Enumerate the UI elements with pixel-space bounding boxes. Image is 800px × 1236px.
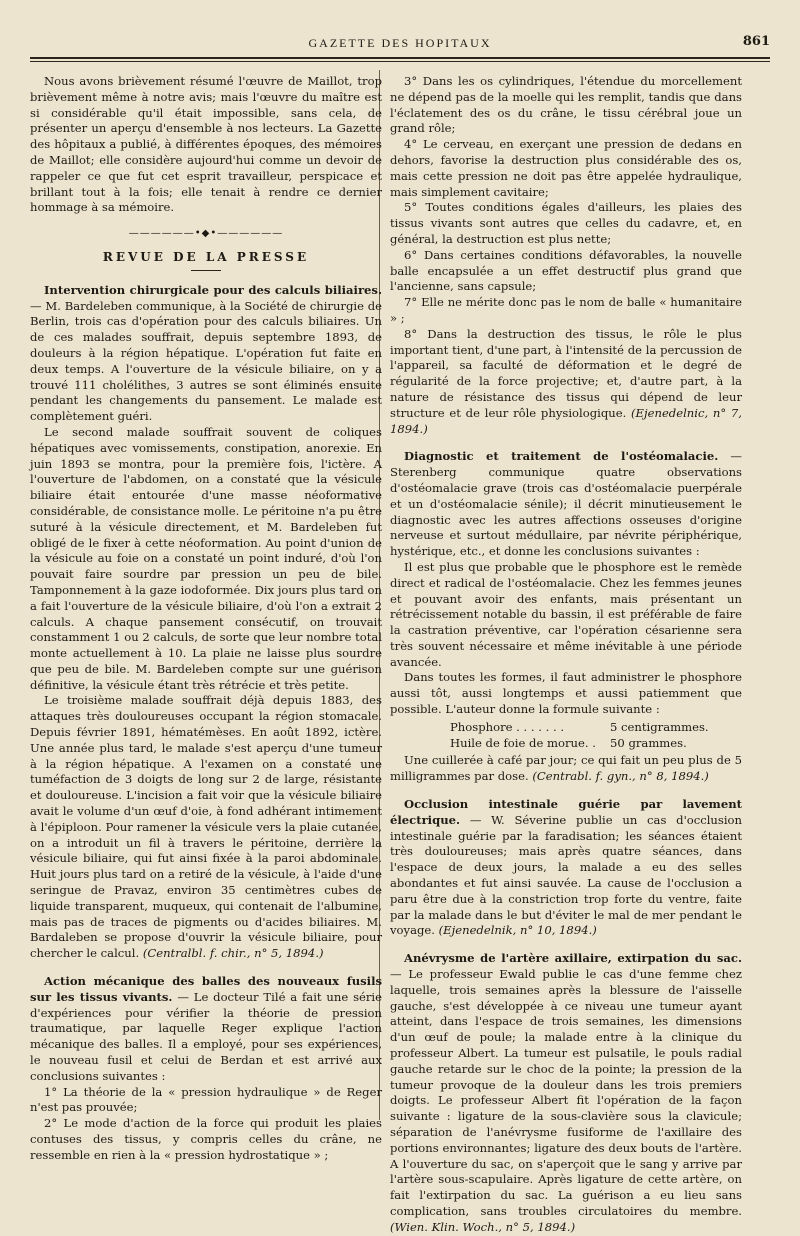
- flourish-divider: ——————•◆•——————: [128, 228, 284, 240]
- article-reference: (Ejenedelnic, n° 7, 1894.): [390, 405, 742, 436]
- left-column: [30, 74, 382, 1164]
- page-number: 861: [742, 34, 770, 49]
- article-paragraph: Il est plus que probable que le phosphore est le remède direct et radical de l'ostéomalacie. Chez les femmes jeunes et pouvant avoir des enfants, mais présentant un rétrécissement notable du bassin, il est préférable de faire la castration préventive, car l'opération césarienne sera très souvent nécessaire et même inévitable à une période avancée.: [390, 559, 742, 669]
- article-biliaires: [30, 283, 382, 962]
- conclusion-point: 1° La théorie de la « pression hydraulique » de Reger n'est pas prouvée;: [30, 1084, 382, 1115]
- article-text: — Le docteur Tilé a fait une série d'expériences pour vérifier la théorie de pression traumatique, par laquelle Reger explique l'action mécanique des balles. Il a employé, pour ses expériences, le nouveau fusil et celui de Berdan et est arrivé aux conclusions suivantes :: [30, 989, 382, 1083]
- article-text: — Le professeur Ewald publie le cas d'une femme chez laquelle, trois semaines après la blessure de l'aisselle gauche, s'est développée à ce niveau une tumeur ayant atteint, dans l'espace de trois semaines, les dimensions d'un œuf de poule; la malade entre à la clinique du professeur Albert. La tumeur est pulsatile, le pouls radial gauche retarde sur le choc de la pointe; la pression de la tumeur provoque de la douleur dans les trois premiers doigts. Le professeur Albert fit l'opération de la façon suivante : ligature de la sous-clavière sous la clavicule; séparation de l'anévrysme fusiforme de l'axillaire des portions environnantes; ligature des deux bouts de l'artère. A l'ouverture du sac, on s'aperçoit que le sang y arrive par l'artère sous-scapulaire. Après ligature de cette artère, on fait l'extirpation du sac. La guérison a eu lieu sans complication, sans troubles circulatoires du membre.: [390, 967, 742, 1218]
- article-text: Une cuillerée à café par jour; ce qui fait un peu plus de 5 milligrammes par dose.: [390, 753, 742, 784]
- section-title: REVUE DE LA PRESSE: [102, 249, 310, 264]
- formula-row: [390, 736, 742, 752]
- article-occlusion: [390, 797, 742, 939]
- conclusion-point: 2° Le mode d'action de la force qui produit les plaies contuses des tissus, y compris celles du crâne, ne ressemble en rien à la « pression hydrostatique » ;: [30, 1116, 382, 1162]
- article-title: Diagnostic et traitement de l'ostéomalacie.: [404, 449, 719, 464]
- conclusion-point: 4° Le cerveau, en exerçant une pression de dedans en dehors, favorise la destruction plus considérable des os, mais cette pression ne doit pas être appelée hydraulique, mais simplement cavitaire;: [390, 137, 742, 199]
- conclusion-point: 5° Toutes conditions égales d'ailleurs, les plaies des tissus vivants sont autres que celles du cadavre, et, en général, la destruction est plus nette;: [390, 200, 742, 246]
- right-column: [390, 74, 742, 1236]
- page-header: [30, 32, 770, 54]
- article-reference: (Wien. Klin. Woch., n° 5, 1894.): [390, 1219, 576, 1234]
- article-text: — M. Bardeleben communique, à la Société de chirurgie de Berlin, trois cas d'opération pour des calculs biliaires. Un de ces malades souffrait, depuis septembre 1893, de douleurs à la région hépatique. L'opération fut faite en deux temps. A l'ouverture de la vésicule biliaire, on y a trouvé 111 cholélithes, 3 autres se sont éliminés ensuite pendant les changements du pansement. Le malade est complètement guéri.: [30, 298, 382, 424]
- article-paragraph: [30, 693, 382, 962]
- article-text: 8° Dans la destruction des tissus, le rôle le plus important tient, d'une part, à l'intensité de la percussion de l'appareil, sa faculté de déformation et le degré de régularité de la force projective; et, d'autre part, à la nature de résistance des tissus qui dépend de leur structure et de leur rôle physiologique.: [390, 326, 742, 420]
- conclusion-point: 3° Dans les os cylindriques, l'étendue du morcellement ne dépend pas de la moelle qui les remplit, tandis que dans l'éclatement des os du crâne, le tissu cérébral joue un grand rôle;: [390, 74, 742, 136]
- article-title: Intervention chirurgicale pour des calculs biliaires.: [44, 282, 382, 297]
- formula-ingredient: Huile de foie de morue. .: [450, 735, 596, 750]
- header-rule-thin: [30, 61, 770, 62]
- article-paragraph: Dans toutes les formes, il faut administrer le phosphore aussi tôt, aussi longtemps et aussi patiemment que possible. L'auteur donne la formule suivante :: [390, 670, 742, 717]
- article-body: [30, 974, 382, 1085]
- article-text: — W. Séverine publie un cas d'occlusion intestinale guérie par la faradisation; les séances étaient très douloureuses; mais après quatre séances, dans l'espace de deux jours, la malade a eu des selles abondantes et fut ainsi sauvée. La cause de l'occlusion a paru être due à la constriction trop forte du ventre, faite par la malade dans le but d'éviter le mal de mer pendant le voyage.: [390, 812, 743, 938]
- article-title: Anévrysme de l'artère axillaire, extirpation du sac.: [404, 951, 742, 966]
- article-paragraph: Le second malade souffrait souvent de coliques hépatiques avec vomissements, constipation, anorexie. En juin 1893 se montra, pour la première fois, l'ictère. A l'ouverture de l'abdomen, on a constaté que la vésicule biliaire était entourée d'une masse néoformative considérable, de consistance molle. Le péritoine n'a pu être suturé à la vésicule directement, et M. Bardeleben fut obligé de le fixer à cette néoformation. Au point d'union de la vésicule au foie on a constaté un point induré, d'où l'on pouvait faire sourdre par pression un peu de bile. Tamponnement à la gaze iodoformée. Dix jours plus tard on a fait l'ouverture de la vésicule biliaire, d'où l'on a extrait 2 calculs. A chaque pansement consécutif, on trouvait constamment 1 ou 2 calculs, de sorte que leur nombre total monte actuellement à 10. La plaie ne laisse plus sourdre que peu de bile. M. Bardeleben compte sur une guérison définitive, la vésicule étant très rétrécie et très petite.: [30, 424, 382, 692]
- conclusion-point: [390, 327, 742, 438]
- article-body: [390, 797, 742, 939]
- formula-row: [390, 720, 742, 736]
- article-reference: (Centrabl. f. gyn., n° 8, 1894.): [532, 769, 709, 784]
- article-osteomalacie: [390, 449, 742, 785]
- article-text: Le troisième malade souffrait déjà depuis 1883, des attaques très douloureuses occupant la région stomacale. Depuis février 1891, hématémèses. En août 1892, ictère. Une année plus tard, le malade s'est aperçu d'une tumeur à la région hépatique. A l'examen on a constaté une tuméfaction de 3 doigts de long sur 2 de large, résistante et douloureuse. L'incision a fait voir que la vésicule biliaire avait le volume d'un œuf d'oie, à fond adhérant intimement à l'épiploon. Pour ramener la vésicule vers la plaie cutanée, on a introduit un fil à travers le péritoine, derrière la vésicule biliaire, qui fut ainsi fixée à la paroi abdominale. Huit jours plus tard on a retiré de la vésicule, à l'aide d'une seringue de Pravaz, environ 35 centimètres cubes de liquide transparent, muqueux, qui contenait de l'albumine, mais pas de traces de pigments ou d'acides biliaires. M. Bardaleben se propose d'ouvrir la vésicule biliaire, pour chercher le calcul.: [30, 693, 382, 961]
- article-paragraph: [390, 753, 742, 785]
- formula-dose: 50 grammes.: [610, 735, 687, 750]
- article-body: [390, 951, 742, 1235]
- article-body: [390, 449, 742, 560]
- article-anevrysme: [390, 951, 742, 1235]
- header-rule-thick: [30, 57, 770, 59]
- article-title: Action mécanique des balles des nouveaux fusils sur les tissus vivants.: [30, 974, 382, 1004]
- article-text: — Sterenberg communique quatre observations d'ostéomalacie grave (trois cas d'ostéomalacie puerpérale et un d'ostéomalacie sénile); il décrit minutieusement le diagnostic avec les autres affections osseuses d'origine nerveuse et surtout médullaire, par névrite périphérique, hystérique, etc., et donne les conclusions suivantes :: [390, 449, 742, 559]
- formula-ingredient: Phosphore . . . . . . .: [450, 719, 565, 734]
- article-body: [30, 283, 382, 425]
- formula-dose: 5 centigrammes.: [610, 719, 709, 734]
- running-title: GAZETTE DES HOPITAUX: [308, 36, 492, 50]
- conclusion-point: 7° Elle ne mérite donc pas le nom de balle « humanitaire » ;: [390, 295, 742, 325]
- article-reference: (Ejenedelnik, n° 10, 1894.): [438, 923, 597, 938]
- intro-paragraph: Nous avons brièvement résumé l'œuvre de Maillot, trop brièvement même à notre avis; mais l'œuvre du maître est si considérable qu'il était impossible, sans cela, de présenter un aperçu d'ensemble à nos lecteurs. La Gazette des hôpitaux a publié, à différentes époques, des mémoires de Maillot; elle considère aujourd'hui comme un devoir de rappeler ce que fut cet esprit travailleur, perspicace et brillant tout à la fois; elle tenait à rendre ce dernier hommage à sa mémoire.: [30, 74, 382, 215]
- article-balles: [30, 974, 382, 1164]
- article-reference: (Centralbl. f. chir., n° 5, 1894.): [142, 946, 324, 961]
- formula: [390, 720, 742, 752]
- article-title: Occlusion intestinale guérie par lavement électrique.: [390, 797, 742, 827]
- conclusion-point: 6° Dans certaines conditions défavorables, la nouvelle balle encapsulée a un effet destructif plus grand que l'ancienne, sans capsule;: [390, 247, 742, 294]
- section-rule: [191, 270, 221, 271]
